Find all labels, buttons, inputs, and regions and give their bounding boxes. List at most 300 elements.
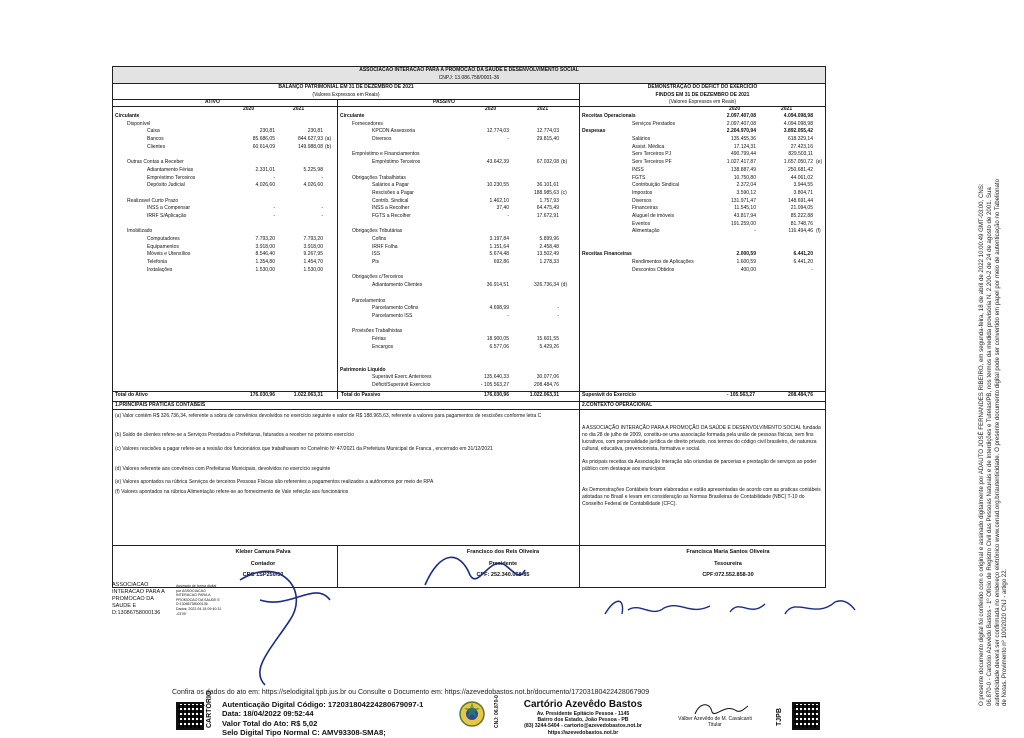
signer-2-name: Francisco dos Reis Oliveira (466, 549, 540, 555)
dre-value-2020: - (754, 228, 756, 235)
table-row (113, 213, 337, 221)
table-row (580, 159, 825, 167)
dre-value-2021: - (811, 266, 813, 273)
titular-name: Válber Azevêdo de M. Cavalcanti (678, 716, 752, 722)
footer-confira[interactable]: Confira os dados do ato em: https://selodigital.tjpb.jus.br ou Consulte o Documento em: https://azevedobastos.not.br/documento/17203180422428067909 (172, 689, 650, 696)
total-passivo-2020: 176.030,96 (483, 392, 509, 398)
table-row (113, 267, 337, 275)
row-value-2021: 230,81 (307, 128, 323, 135)
table-row (113, 167, 337, 175)
dre-label: Serv Terceiros PF (632, 159, 672, 166)
row-label: Circulante (340, 113, 365, 119)
row-value-2021: 5.225,98 (303, 166, 323, 173)
qr-code-right-icon[interactable] (792, 702, 820, 730)
table-row (113, 244, 337, 252)
signer-1-role: Contador (250, 561, 276, 567)
table-row (338, 282, 579, 290)
dre-label: Serv Terceiros PJ (632, 151, 672, 158)
table-row (338, 190, 579, 198)
row-value-2020: 5.674,48 (489, 251, 509, 258)
row-label: Pis (372, 259, 379, 266)
dre-category: Receitas Operacionais (582, 113, 636, 119)
table-row (580, 244, 825, 252)
row-value-2020: 7.793,20 (255, 236, 275, 242)
dre-label: Assist. Médica (632, 143, 665, 150)
passivo-y2020: 2020 (485, 106, 497, 112)
row-label: Patrimonio Liquido (340, 366, 386, 373)
signature-handwritten-3-icon (600, 592, 860, 622)
note-e: (e) Valores apontados na rúbrica Serviços de terceiros Pessoas Físicas são referentes a pagamentos realizados a autônomos por meio de RPA (115, 479, 434, 485)
tjpb-vertical-label (776, 700, 786, 728)
superavit-label: Superávit do Exercício (582, 392, 636, 398)
cartorio-label-text: CARTÓRIO (206, 690, 213, 728)
row-value-2020: - (507, 212, 509, 219)
signature-scribble-1-icon (220, 560, 340, 690)
row-label: Imobilizado (127, 228, 153, 235)
row-value-2021: - (321, 205, 323, 212)
table-row (580, 175, 825, 183)
dre-value-2021: 829.503,11 (788, 151, 813, 158)
dre-label: Serviços Prestados (632, 120, 676, 127)
note-a: (a) Valor contém R$ 326.736,34, referente a sobra de convênios devolvidos no exercício seguinte e valor de R$ 188.965,63, referente a valores para pagamentos de rescisões conforme letra C (115, 413, 542, 419)
table-row (338, 359, 579, 367)
row-label: Instalações (147, 266, 173, 273)
row-value-2021: 149.988,08 (297, 143, 323, 150)
dre-header (580, 84, 825, 107)
row-value-2020: 8.546,40 (255, 251, 275, 258)
row-label: Parcelamento Cofins (372, 305, 419, 312)
stamp-org-line4: SAUDE E (112, 603, 137, 609)
contexto-p3: As Demonstrações Contábeis foram elaboradas e estão apresentadas de acordo com as praticas contábeis adotadas no Brasil e levam em consideração as Normas Brasileiras de Contabilidade (NBC) T-10 do Conselho Federal de Contabilidade (CFC). (582, 487, 821, 507)
row-value-2020: 12.774,03 (486, 128, 509, 135)
ativo-table (113, 113, 337, 274)
dre-value-2020: 2.097.407,08 (726, 113, 756, 119)
row-value-2021: 9.267,95 (303, 251, 323, 258)
row-label: ISS (372, 251, 381, 258)
row-value-2020: - (273, 205, 275, 212)
row-value-2021: 5.899,96 (539, 236, 559, 242)
signer-2-doc: CPF: 252.340.068-85 (476, 572, 530, 578)
dre-value-2020: 1.027.417,87 (726, 159, 756, 166)
cartorio-addr1: Av. Presidente Epitácio Pessoa - 1145 (536, 711, 630, 717)
table-row (338, 175, 579, 183)
contexto-p1: A ASSOCIAÇÃO INTERAÇÃO PARA A PROMOÇÃO DA SAÚDE E DESENVOLVIMENTO SOCIAL fundada no dia 28 de julho de 2009, constitu-se uma associação formada pela união de pessoas físicas, sem fins lucrativos, com personalidade jurídica de direito privado, nos termos do código civil brasileiro, de natureza cultural, educativa, prevencionista, formativa e social. (582, 425, 821, 452)
balanco-header (113, 84, 579, 100)
table-row (338, 144, 579, 152)
table-row (580, 198, 825, 206)
stamp-detail-7: -03'00' (176, 611, 187, 616)
row-label: Outras Contas a Receber (127, 159, 184, 166)
table-row (580, 251, 825, 259)
passivo-table (338, 113, 579, 390)
note-c: (c) Valores rescisões a pagar refere-se a resisão dos funcionários que trabalhavam no Convênio Nº 47/2021 da Prefeitura Municipal de Franca , encerrado em 31/12/2021 (115, 446, 493, 452)
passivo-label: PASSIVO (433, 99, 455, 105)
table-row (580, 259, 825, 267)
table-row (113, 205, 337, 213)
table-row (580, 113, 825, 121)
dre-value-2021: 6.441,20 (793, 259, 813, 266)
row-value-2021: 3.918,00 (303, 243, 323, 250)
dre-value-2020: 138.887,49 (730, 166, 756, 173)
row-value-2020: - (507, 136, 509, 143)
table-row (113, 228, 337, 236)
row-value-2021: 30.077,06 (536, 374, 559, 381)
row-value-2021: 208.484,76 (533, 382, 559, 389)
row-value-2021: 2.458,48 (539, 243, 559, 250)
dre-value-2020: 17.124,31 (733, 143, 756, 150)
digital-stamp-details (176, 584, 221, 616)
dre-value-2020: 2.372,04 (736, 182, 756, 189)
row-value-2021: 67.032,08 (536, 159, 559, 166)
table-row (580, 151, 825, 159)
table-row (113, 221, 337, 229)
table-row (338, 128, 579, 136)
org-header (113, 67, 825, 84)
row-value-2021: 17.672,91 (536, 212, 559, 219)
row-value-2021: - (557, 305, 559, 312)
row-note: (b) (325, 143, 332, 150)
table-row (338, 221, 579, 229)
table-row (338, 328, 579, 336)
table-row (338, 267, 579, 275)
dre-label: Descontos Obtidos (632, 266, 675, 273)
row-label: Férias (372, 335, 386, 342)
auth-block (222, 700, 423, 738)
row-value-2021: - (321, 174, 323, 181)
row-label: IRRF Folha (372, 243, 398, 250)
table-row (338, 305, 579, 313)
row-note: (c) (561, 189, 567, 196)
table-row (580, 190, 825, 198)
table-row (113, 144, 337, 152)
dre-value-2020: 135.455,36 (730, 136, 756, 143)
row-value-2020: 3.918,00 (255, 243, 275, 250)
row-label: Empréstimo e Financiamentos (352, 151, 420, 158)
row-value-2020: 1.354,80 (255, 259, 275, 266)
stamp-org-line3: PROMOCAO DA (112, 596, 154, 602)
table-row (580, 128, 825, 136)
dre-label: Contribuição Sindical (632, 182, 679, 189)
row-value-2020: - (273, 174, 275, 181)
table-row (580, 121, 825, 129)
table-row (338, 244, 579, 252)
cartorio-addr2: Bairro dos Estado, João Pessoa - PB (537, 717, 629, 724)
signer-3 (633, 549, 823, 578)
side-cert-line2: 06.870-0 - Cartório Azevêdo Bastos - 1º Ofício de Registro Civil das Pessoas Naturais e de Interdições e Tutelas/PB, nos termos da medida provisória N. 2.200-2 de 24 de agosto de 2001. Sua (985, 187, 993, 706)
signer-1-name: Kleber Camura Palva (235, 549, 291, 555)
dre-note: (f) (816, 228, 821, 235)
auth-date: Data: 18/04/2022 09:52:44 (222, 709, 314, 719)
dre-value-2021: 4.094.098,98 (783, 120, 813, 127)
row-value-2020: - (507, 312, 509, 319)
table-row (580, 144, 825, 152)
dre-table (580, 113, 825, 274)
signer-3-name: Francisca Maria Santos Oliveira (686, 549, 770, 555)
total-ativo-label: Total do Ativo (115, 392, 148, 398)
ativo-label: ATIVO (205, 99, 220, 105)
table-row (580, 267, 825, 275)
cartorio-name: Cartório Azevêdo Bastos (523, 699, 643, 710)
side-cert-line4: de Notas. Provimento nº 100/2020 CNJ - artigo 22. (1001, 568, 1009, 706)
table-row (338, 251, 579, 259)
row-label: Equipamentos (147, 243, 179, 250)
table-row (338, 351, 579, 359)
row-value-2020: 2.331,01 (255, 166, 275, 173)
row-value-2021: - (321, 212, 323, 219)
passivo-y2021: 2021 (537, 106, 549, 112)
dre-note: (e) (816, 159, 823, 166)
row-value-2020: 692,86 (493, 259, 509, 266)
row-value-2021: 844.627,93 (297, 136, 323, 143)
dre-value-2020: 11.545,10 (734, 205, 756, 212)
titular-role: Titular (708, 722, 722, 728)
dre-value-2020: 2.000,59 (736, 251, 756, 258)
row-value-2021: 36.101,61 (536, 182, 559, 189)
dre-value-2020: 43.817,94 (733, 212, 756, 219)
praticas-notes (115, 413, 575, 496)
dre-label: Impostos (632, 189, 653, 196)
row-value-2020: 85.686,05 (252, 136, 275, 143)
dre-value-2021: 81.748,76 (790, 220, 813, 227)
dre-label: Alimentação (632, 228, 660, 235)
dre-label: INSS (632, 166, 644, 173)
row-value-2021: 1.454,70 (303, 259, 323, 266)
dre-y2020: 2020 (729, 106, 741, 112)
dre-value-2020: 2.204.970,94 (726, 128, 756, 135)
table-row (113, 113, 337, 121)
stamp-detail-2: por ASSOCIACAO (176, 588, 206, 593)
dre-value-2021: 4.094.098,98 (783, 113, 813, 119)
table-row (338, 198, 579, 206)
table-row (338, 382, 579, 390)
row-label: KPCDN Assessoria (372, 128, 416, 135)
table-row (338, 121, 579, 129)
stamp-detail-3: INTERACAO PARA A (176, 593, 211, 598)
table-row (338, 228, 579, 236)
stamp-detail-6: Dados: 2022.04.18 09:40:31 (176, 606, 222, 611)
dre-category: Despesas (582, 128, 606, 135)
dre-value-2021: 44.061,02 (790, 174, 813, 181)
table-row (338, 344, 579, 352)
row-label: Adiantamento Férias (147, 166, 194, 173)
row-value-2021: 15.601,55 (536, 335, 559, 342)
dre-value-2021: 116.494,46 (788, 228, 813, 235)
table-row (580, 205, 825, 213)
dre-y2021: 2021 (781, 106, 793, 112)
auth-selo: Selo Digital Tipo Normal C: AMV93308-SMA8; (222, 728, 386, 738)
table-row (113, 128, 337, 136)
table-row (338, 159, 579, 167)
cartorio-addr4[interactable]: https://azevedobastos.not.br (547, 729, 619, 736)
table-row (113, 236, 337, 244)
row-label: Superávit Exerc.Anteriores (372, 374, 432, 381)
financial-statement-sheet (112, 66, 826, 588)
signer-3-role: Tesoureira (714, 561, 742, 567)
row-note: (b) (561, 159, 568, 166)
digital-stamp-org (112, 582, 165, 617)
row-label: Disponível (127, 120, 151, 127)
row-value-2021: 29.815,40 (536, 136, 559, 143)
row-value-2021: 13.502,49 (536, 251, 559, 258)
dre-label: Aluguel de imóveis (632, 212, 674, 219)
table-row (338, 167, 579, 175)
superavit-2020: - 105.563,27 (726, 392, 755, 398)
dre-value-2021: 1.657.050,72 (783, 159, 813, 166)
dre-value-2021: 618.329,14 (787, 136, 813, 143)
table-row (338, 321, 579, 329)
qr-code-left-icon[interactable] (176, 702, 204, 730)
row-value-2020: 230,81 (259, 128, 275, 135)
dre-label: Rendimentos de Aplicações (632, 259, 694, 266)
dre-value-2021: 250.681,42 (787, 166, 813, 173)
dre-value-2021: 21.094,05 (790, 205, 813, 212)
note-d: (d) Valores referente aos convênios com Prefeituras Municipais, devolvidos no exercício seguinte (115, 466, 331, 472)
dre-value-2021: 3.804,71 (793, 189, 813, 196)
row-label: Obrigações c/Terceiros (352, 274, 404, 281)
cartorio-vertical-label (206, 690, 216, 728)
table-row (580, 221, 825, 229)
total-ativo-2020: 176.030,96 (249, 392, 275, 398)
row-value-2020: - 105.563,27 (480, 382, 509, 389)
signature-scribble-2-icon (420, 545, 530, 595)
row-value-2020: 135.640,33 (483, 374, 509, 381)
table-row (338, 374, 579, 382)
dre-subtitle: (Valores Expressos em Reais) (668, 99, 737, 106)
row-value-2020: 4.698,99 (489, 305, 509, 312)
dre-label: Eventos (632, 220, 651, 227)
table-row (338, 113, 579, 121)
table-row (338, 336, 579, 344)
dre-value-2020: 191.259,00 (730, 220, 756, 227)
row-value-2020: 3.197,84 (489, 236, 509, 242)
table-row (338, 136, 579, 144)
row-label: Obrigações Tributárias (352, 228, 403, 235)
row-value-2021: 12.774,03 (536, 128, 559, 135)
signer-2-role: Presidente (488, 561, 518, 567)
side-cert-text (978, 179, 1009, 706)
dre-value-2020: 490.799,44 (730, 151, 756, 158)
table-row (113, 136, 337, 144)
dre-value-2021: 3.944,55 (793, 182, 813, 189)
table-row (580, 182, 825, 190)
stamp-detail-1: Assinado de forma digital (176, 584, 217, 588)
table-row (580, 167, 825, 175)
dre-label: Financeiras (632, 205, 658, 212)
auth-value: Valor Total do Ato: R$ 5,02 (222, 718, 318, 728)
table-row (113, 182, 337, 190)
row-label: Parcelamentos (352, 297, 386, 304)
row-label: FGTS a Recolher (372, 212, 411, 219)
superavit-2021: 208.484,76 (787, 392, 813, 398)
dre-label: Salários (632, 136, 651, 143)
table-row (338, 274, 579, 282)
table-row (338, 313, 579, 321)
row-label: Bancos (147, 136, 164, 143)
table-row (113, 190, 337, 198)
table-row (113, 159, 337, 167)
row-label: Realizavel Curto Prazo (127, 197, 179, 204)
balanco-title: BALANÇO PATRIMONIAL EM 31 DE DEZEMBRO DE 2021 (278, 84, 414, 90)
row-label: Obrigações Trabalhistas (352, 174, 406, 181)
row-value-2020: 4.026,60 (255, 182, 275, 189)
cartorio-addr3[interactable]: (83) 3244-5404 - cartorio@azevedobastos.not.br (524, 723, 642, 730)
total-ativo-2021: 1.022.063,31 (293, 392, 323, 398)
org-cnpj: CNPJ: 13.086.758/0001-36 (438, 74, 500, 81)
praticas-title: 1.PRINCIPAIS PRÁTICAS CONTÁBEIS (115, 402, 206, 408)
row-value-2020: 18.900,05 (486, 335, 509, 342)
dre-title: DEMONSTRAÇÃO DO DEFICT DO EXERCÍCIO (647, 84, 758, 90)
contexto-notes (582, 425, 822, 508)
row-label: Salários a Pagar (372, 182, 409, 189)
row-label: Empréstimo Terceiros (372, 159, 421, 166)
stamp-org-line2: INTERACAO PARA A (112, 589, 165, 595)
table-row (338, 213, 579, 221)
dre-category: Receitas Financeiras (582, 251, 632, 258)
row-label: INSS a Compensar (147, 205, 191, 212)
table-row (338, 236, 579, 244)
side-cert-line1: O presente documento digital foi conferido com o original e assinado digitalmente por ADAUTO JOSÉ FERNANDES RIBEIRO, em segunda-feira, 18 de abril de 2022 10:00:49 GMT-03:00, CNS: (978, 183, 985, 706)
table-row (113, 198, 337, 206)
total-passivo-label: Total do Passivo (341, 392, 381, 398)
auth-code: Autenticação Digital Código: 172031804224280679097-1 (222, 700, 424, 709)
contexto-p2: As pricipais receitas da Associação Interação são oriundas de parcerias e prestação de serviços ao poder público com destaque aos municípios (582, 459, 817, 472)
row-value-2020: 60.614,09 (252, 143, 275, 150)
row-label: Depósito Judicial (147, 182, 185, 189)
row-label: Rescisões a Pagar (372, 189, 414, 196)
dre-label: FGTS (632, 174, 646, 181)
row-value-2021: 4.026,60 (303, 182, 323, 189)
table-row (338, 205, 579, 213)
row-label: Parcelamento ISS (372, 312, 413, 319)
row-value-2021: 1.278,33 (539, 259, 559, 266)
stamp-org-line1: ASSOCIACAO (112, 582, 149, 588)
row-value-2021: 1.530,00 (303, 266, 323, 273)
row-value-2021: 188.985,63 (533, 189, 559, 196)
row-label: Contrib. Sindical (372, 197, 409, 204)
row-value-2020: 36.914,51 (486, 282, 509, 289)
row-value-2020: 10.230,55 (486, 182, 509, 189)
dre-value-2021: 3.892.055,42 (783, 128, 813, 135)
row-value-2020: 1.462,10 (489, 197, 509, 204)
cartorio-block (508, 699, 658, 736)
row-value-2021: 1.757,93 (539, 197, 559, 204)
balanco-subtitle: (Valores Expressos em Reais) (312, 91, 380, 98)
row-label: Encargos (372, 343, 394, 350)
table-row (338, 182, 579, 190)
row-value-2021: 64.475,49 (536, 205, 559, 212)
row-label: IRRF S/Aplicação (147, 212, 187, 219)
dre-value-2020: 2.097.407,08 (726, 120, 756, 127)
table-row (338, 259, 579, 267)
side-cert-line3: autenticidade deverá ser confirmada no endereço eletrônico www.cenad.org.br/autenticidade. O presente documento digital pode ser convertido em papel por meio de autenticação no Tabelionato (993, 179, 1001, 706)
row-note: (a) (325, 136, 332, 143)
cnj-vertical-label (494, 695, 504, 728)
signer-3-doc: CPF:072.552.858-30 (702, 572, 754, 578)
tjpb-text: TJPB (776, 708, 783, 726)
dre-label: Diversos (632, 197, 652, 204)
row-value-2020: 1.530,00 (255, 266, 275, 273)
row-label: Diversos (372, 136, 392, 143)
total-passivo-2021: 1.022.063,31 (529, 392, 559, 398)
table-row (113, 259, 337, 267)
row-note: (d) (561, 282, 568, 289)
side-certification (978, 30, 1022, 710)
ativo-y2020: 2020 (243, 106, 255, 112)
table-row (580, 236, 825, 244)
dre-value-2021: 85.222,88 (790, 212, 813, 219)
table-row (338, 298, 579, 306)
dre-value-2021: 6.441,20 (793, 251, 813, 258)
